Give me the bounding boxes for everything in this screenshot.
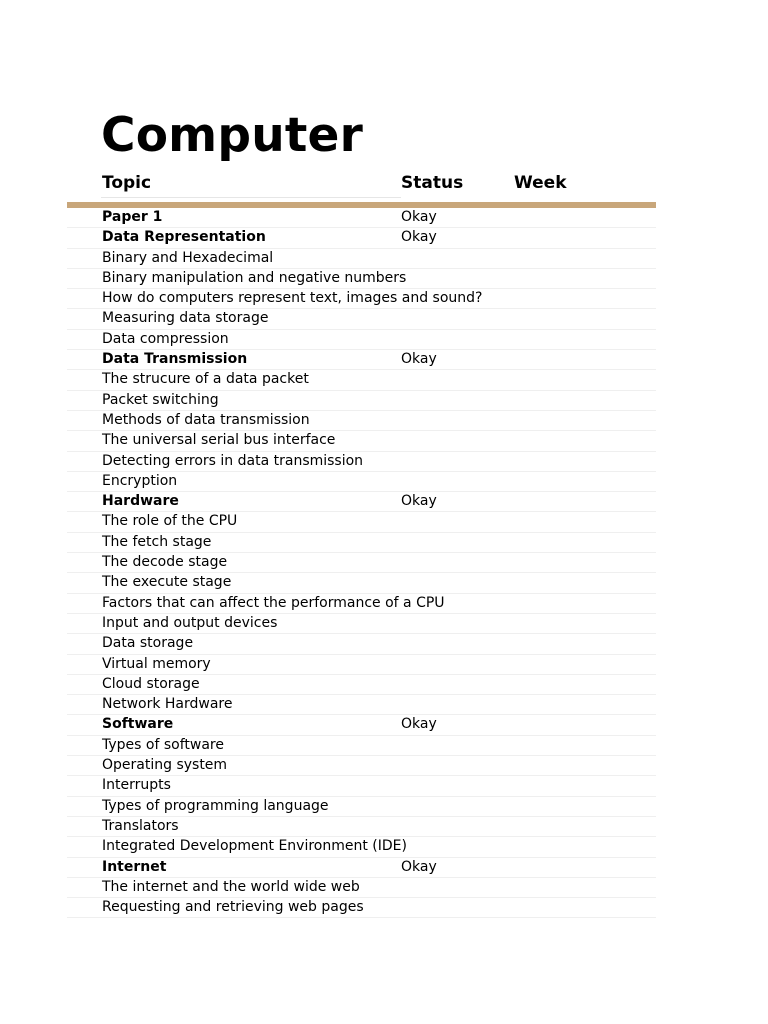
table-row [0, 655, 768, 675]
table-row [0, 269, 768, 289]
topic-cell: Detecting errors in data transmission [102, 452, 364, 469]
topic-cell: The role of the CPU [102, 513, 238, 530]
page-title: Computer [101, 108, 363, 163]
section-row [0, 858, 768, 878]
table-row [0, 553, 768, 573]
table-row [0, 411, 768, 431]
table-row [0, 249, 768, 269]
table-row [0, 431, 768, 451]
topic-cell: Binary and Hexadecimal [102, 249, 274, 266]
table-row [0, 573, 768, 593]
table-row [0, 898, 768, 918]
topic-cell: Data Representation [102, 229, 266, 246]
table-row [0, 634, 768, 654]
topic-cell: Data storage [102, 635, 194, 652]
topic-cell: Measuring data storage [102, 310, 269, 327]
section-row [0, 350, 768, 370]
topic-cell: Cloud storage [102, 675, 200, 692]
status-cell: Okay [401, 716, 437, 733]
topic-cell: Operating system [102, 757, 228, 774]
topic-cell: Network Hardware [102, 696, 233, 713]
section-row [0, 715, 768, 735]
topic-cell: The execute stage [102, 574, 232, 591]
topic-cell: Packet switching [102, 391, 219, 408]
table-row [0, 289, 768, 309]
topic-cell: The fetch stage [102, 533, 212, 550]
table-row [0, 614, 768, 634]
table-row [0, 309, 768, 329]
table-row [0, 594, 768, 614]
table-row [0, 512, 768, 532]
table-row [0, 797, 768, 817]
table-row [0, 452, 768, 472]
topic-cell: Encryption [102, 472, 178, 489]
status-cell: Okay [401, 209, 437, 225]
table-row [0, 330, 768, 350]
table-row [0, 370, 768, 390]
section-row [0, 228, 768, 248]
topic-cell: The universal serial bus interface [102, 432, 336, 449]
topic-cell: Software [102, 716, 174, 733]
topic-cell: The internet and the world wide web [102, 878, 360, 895]
topic-table [0, 208, 768, 918]
column-header-week: Week [514, 173, 567, 193]
topic-cell: Requesting and retrieving web pages [102, 899, 364, 916]
status-cell: Okay [401, 493, 437, 510]
topic-cell: Methods of data transmission [102, 411, 310, 428]
status-cell: Okay [401, 858, 437, 875]
topic-cell: Data Transmission [102, 351, 248, 368]
table-row [0, 837, 768, 857]
topic-cell: The strucure of a data packet [102, 371, 309, 388]
table-row [0, 776, 768, 796]
table-row [0, 817, 768, 837]
table-row [0, 675, 768, 695]
topic-cell: The decode stage [102, 554, 228, 571]
topic-cell: Translators [102, 817, 179, 834]
topic-cell: Factors that can affect the performance of a CPU [102, 594, 445, 611]
table-row [0, 391, 768, 411]
header-divider [101, 197, 401, 198]
topic-cell: How do computers represent text, images and sound? [102, 290, 483, 307]
column-header-topic: Topic [102, 173, 152, 193]
topic-cell: Interrupts [102, 777, 171, 794]
topic-cell: Data compression [102, 330, 229, 347]
table-row [0, 695, 768, 715]
topic-cell: Input and output devices [102, 614, 278, 631]
section-row [0, 208, 768, 228]
status-cell: Okay [401, 351, 437, 368]
table-row [0, 472, 768, 492]
table-row [0, 736, 768, 756]
column-header-status: Status [401, 173, 464, 193]
topic-cell: Binary manipulation and negative numbers [102, 269, 407, 286]
topic-cell: Paper 1 [102, 209, 163, 225]
table-row [0, 756, 768, 776]
topic-cell: Types of software [102, 736, 224, 753]
topic-cell: Integrated Development Environment (IDE) [102, 838, 407, 855]
topic-cell: Types of programming language [102, 797, 329, 814]
topic-cell: Hardware [102, 493, 179, 510]
status-cell: Okay [401, 229, 437, 246]
table-row [0, 878, 768, 898]
section-row [0, 492, 768, 512]
row-divider [67, 917, 656, 918]
table-row [0, 533, 768, 553]
topic-cell: Virtual memory [102, 655, 211, 672]
topic-cell: Internet [102, 858, 167, 875]
